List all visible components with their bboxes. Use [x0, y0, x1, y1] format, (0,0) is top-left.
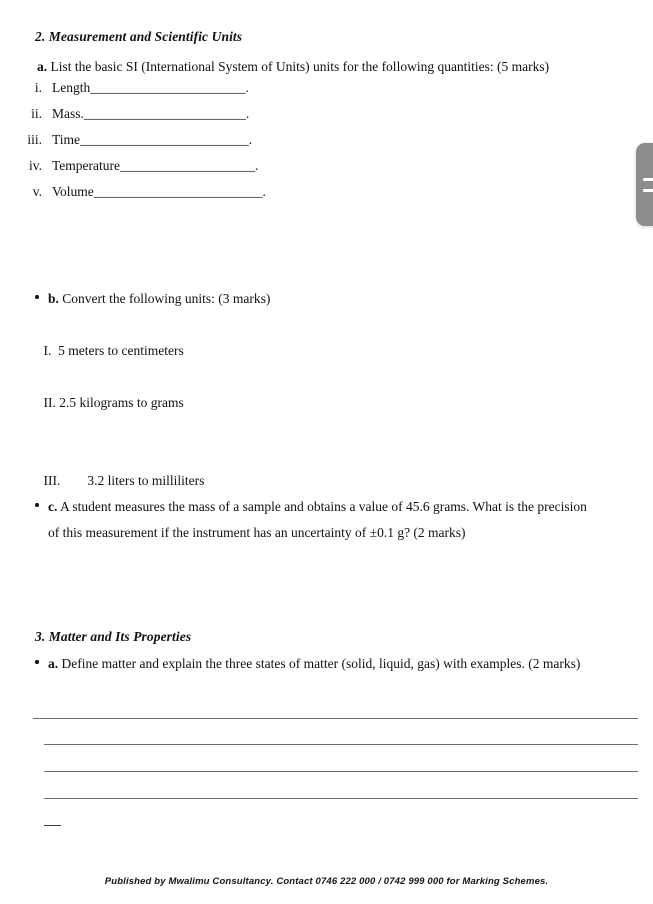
conversion-text-1: 5 meters to centimeters: [51, 343, 184, 358]
list-item: [0, 158, 420, 184]
si-units-list: [0, 80, 420, 210]
bullet-icon: [35, 503, 39, 507]
answer-line[interactable]: [44, 744, 638, 745]
conversion-marker-3: III.: [43, 473, 61, 488]
list-marker: i.: [34, 80, 42, 95]
question-3a-text: Define matter and explain the three states of matter (solid, liquid, gas) with examples. (2 marks): [58, 656, 581, 671]
list-item-label: Mass.________________________.: [52, 106, 250, 121]
section-heading-measurement: 2. Measurement and Scientific Units: [35, 29, 243, 44]
section-heading-matter: 3. Matter and Its Properties: [35, 629, 192, 644]
list-marker: iv.: [29, 158, 42, 173]
question-2a-text: List the basic SI (International System of Units) units for the following quantities: (5 marks): [47, 59, 550, 74]
conversion-text-2: 2.5 kilograms to grams: [55, 395, 184, 410]
answer-line[interactable]: [33, 718, 638, 719]
question-3a-label: a.: [48, 656, 59, 671]
question-2b-label: b.: [48, 291, 59, 306]
answer-dash: [44, 825, 61, 826]
menu-handle-bar: [643, 178, 653, 181]
answer-line[interactable]: [44, 771, 638, 772]
menu-handle-icon[interactable]: [636, 143, 653, 226]
menu-handle-bar: [643, 189, 653, 192]
list-item: [0, 106, 420, 132]
list-item-label: Temperature____________________.: [52, 158, 259, 173]
bullet-icon: [35, 295, 39, 299]
question-2b-text: Convert the following units: (3 marks): [58, 291, 271, 306]
question-2c-body: [48, 494, 599, 546]
conversion-text-3: 3.2 liters to milliliters: [60, 473, 205, 488]
list-item-label: Volume_________________________.: [52, 184, 266, 199]
answer-line[interactable]: [44, 798, 638, 799]
question-2c-text: A student measures the mass of a sample and obtains a value of 45.6 grams. What is the precision of this measurement if the instrument has an uncertainty of ±0.1 g? (2 marks): [48, 499, 587, 540]
question-3a: [35, 651, 607, 677]
list-item: [0, 80, 420, 106]
conversion-marker-2: II.: [43, 395, 56, 410]
question-2a: [37, 54, 622, 80]
question-2b: [35, 286, 595, 312]
list-marker: ii.: [31, 106, 42, 121]
question-2c: [35, 494, 599, 546]
list-item: [0, 132, 420, 158]
list-item-label: Length_______________________.: [52, 80, 249, 95]
page-footer: Published by Mwalimu Consultancy. Contact 0746 222 000 / 0742 999 000 for Marking Schemes.: [104, 876, 549, 887]
question-2b-body: [48, 286, 595, 312]
list-marker: iii.: [27, 132, 42, 147]
conversion-marker-1: I.: [43, 343, 52, 358]
list-marker: v.: [32, 184, 42, 199]
question-2c-label: c.: [48, 499, 58, 514]
conversion-item-2: [30, 364, 184, 442]
list-item: [0, 184, 420, 210]
bullet-icon: [35, 660, 39, 664]
list-item-label: Time_________________________.: [52, 132, 253, 147]
question-2a-label: a.: [37, 59, 48, 74]
question-3a-body: [48, 651, 607, 677]
